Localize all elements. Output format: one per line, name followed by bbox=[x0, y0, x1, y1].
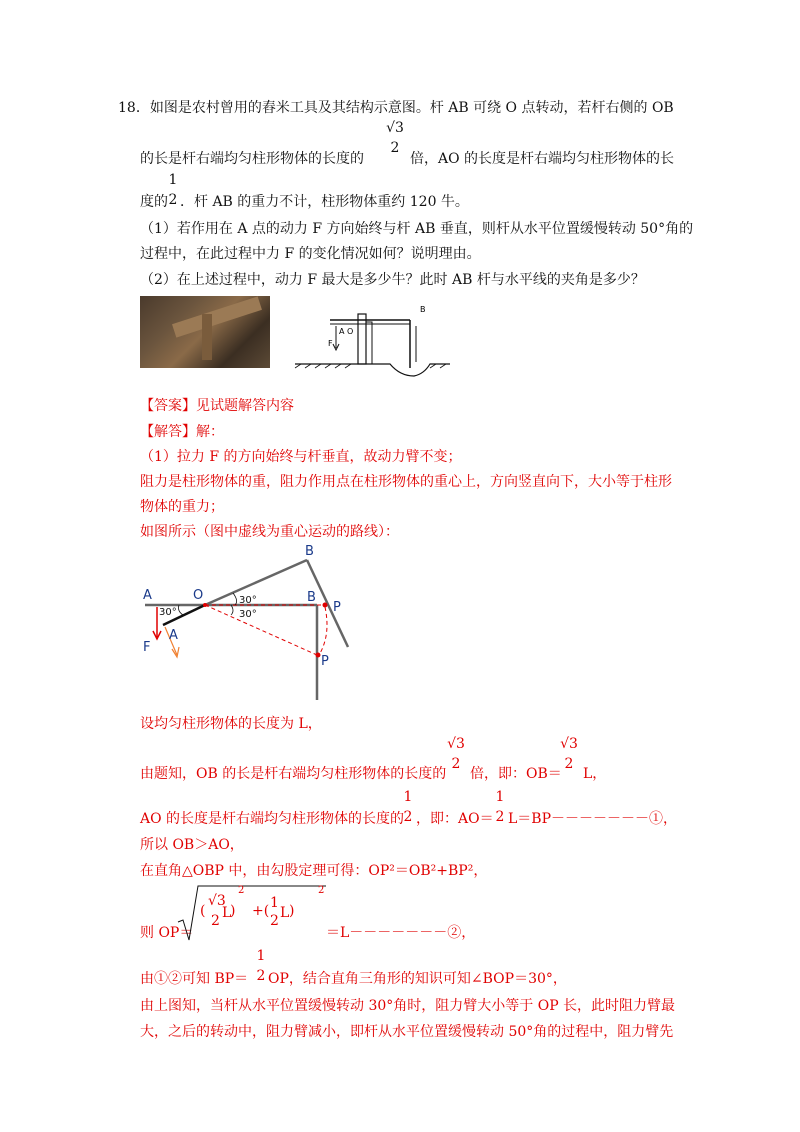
fraction-one-half bbox=[166, 173, 180, 207]
fraction-sqrt3-over-2 bbox=[381, 121, 409, 155]
solution-line-2: 阻力是柱形物体的重，阻力作用点在柱形物体的重心上，方向竖直向下，大小等于柱形 bbox=[140, 474, 672, 490]
label-A-top: A bbox=[143, 588, 152, 603]
solution-line-1: （1）拉力 F 的方向始终与杆垂直，故动力臂不变； bbox=[140, 449, 462, 465]
fraction-denominator: 2 bbox=[451, 756, 461, 772]
fraction-numerator: 1 bbox=[168, 172, 178, 188]
fraction-numerator: √3 bbox=[447, 736, 465, 752]
structure-diagram bbox=[290, 300, 470, 380]
angle-30-upper: 30° bbox=[239, 595, 257, 606]
angle-30-left: 30° bbox=[159, 607, 177, 618]
problem-line-3a: 度的 bbox=[140, 194, 168, 210]
fraction-numerator: 1 bbox=[256, 948, 266, 964]
fraction-denominator: 2 bbox=[256, 968, 266, 984]
label-B-mid: B bbox=[307, 590, 316, 605]
answer-tag: 【答案】见试题解答内容 bbox=[140, 398, 294, 414]
angle-30-lower: 30° bbox=[239, 609, 257, 620]
fraction-denominator: 2 bbox=[564, 756, 574, 772]
solution-line-6b: 倍，即：OB＝ bbox=[470, 766, 562, 782]
label-A: A bbox=[339, 327, 345, 336]
solution-line-10b: ＝L－－－－－－－②， bbox=[326, 925, 476, 941]
label-B-top: B bbox=[305, 544, 314, 559]
question-1-line-b: 过程中，在此过程中力 F 的变化情况如何？说明理由。 bbox=[140, 246, 481, 262]
fraction-one-half-c bbox=[254, 949, 268, 983]
variable-L-b: L bbox=[280, 905, 290, 921]
solution-line-9: 在直角△OBP 中，由勾股定理可得：OP²＝OB²+BP²， bbox=[140, 863, 488, 879]
fraction-denominator: 2 bbox=[403, 809, 413, 825]
solution-line-5: 设均匀柱形物体的长度为 L， bbox=[140, 716, 322, 732]
fraction-denominator: 2 bbox=[495, 809, 505, 825]
fraction-sqrt3-over-2-a bbox=[443, 737, 469, 771]
solution-diagram bbox=[135, 535, 365, 705]
sqrt3-numerator: √3 bbox=[208, 893, 226, 909]
question-1-line-a: （1）若作用在 A 点的动力 F 方向始终与杆 AB 垂直，则杆从水平位置缓慢转动 50°角的 bbox=[140, 221, 694, 237]
fraction-numerator: 1 bbox=[495, 789, 505, 805]
fraction-numerator: √3 bbox=[386, 120, 404, 136]
label-O: O bbox=[347, 327, 354, 336]
solution-line-6a: 由题知，OB 的长是杆右端均匀柱形物体的长度的 bbox=[140, 766, 447, 782]
problem-line-1: 18．如图是农村曾用的舂米工具及其结构示意图。杆 AB 可绕 O 点转动，若杆右侧的 OB bbox=[118, 100, 674, 116]
label-F: F bbox=[143, 640, 151, 655]
solution-line-12: 由上图知，当杆从水平位置缓慢转动 30°角时，阻力臂大小等于 OP 长，此时阻力臂最 bbox=[140, 998, 676, 1014]
denominator-2b: 2 bbox=[270, 913, 279, 929]
solution-line-13: 大，之后的转动中，阻力臂减小，即杆从水平位置缓慢转动 50°角的过程中，阻力臂先 bbox=[140, 1024, 674, 1040]
solution-line-10a: 则 OP＝ bbox=[140, 925, 194, 941]
problem-line-2a: 的长是杆右端均匀柱形物体的长度的 bbox=[140, 151, 364, 167]
solution-line-7a: AO 的长度是杆右端均匀柱形物体的长度的 bbox=[140, 811, 405, 827]
solution-line-4: 如图所示（图中虚线为重心运动的路线）： bbox=[140, 524, 399, 540]
label-A-low: A bbox=[169, 628, 178, 643]
solution-tag: 【解答】解： bbox=[140, 424, 224, 440]
label-B: B bbox=[420, 305, 426, 314]
problem-line-2b: 倍，AO 的长度是杆右端均匀柱形物体的长 bbox=[410, 151, 675, 167]
variable-L: L bbox=[222, 905, 232, 921]
solution-line-7c: L＝BP－－－－－－－①， bbox=[508, 811, 678, 827]
denominator-2: 2 bbox=[211, 913, 220, 929]
label-O: O bbox=[193, 588, 204, 603]
fraction-one-half-b bbox=[493, 790, 507, 824]
solution-line-7b: ，即：AO＝ bbox=[416, 811, 494, 827]
solution-line-8: 所以 OB＞AO， bbox=[140, 837, 244, 853]
fraction-denominator: 2 bbox=[168, 192, 178, 208]
question-2: （2）在上述过程中，动力 F 最大是多少牛？此时 AB 杆与水平线的夹角是多少？ bbox=[140, 272, 645, 288]
label-P-right: P bbox=[333, 600, 341, 615]
solution-line-11b: OP，结合直角三角形的知识可知∠BOP＝30°， bbox=[268, 971, 567, 987]
solution-line-6c: L， bbox=[583, 766, 607, 782]
rice-pounder-photo bbox=[140, 296, 270, 368]
label-F: F bbox=[328, 339, 333, 348]
fraction-numerator: √3 bbox=[560, 736, 578, 752]
numerator-1: 1 bbox=[270, 895, 279, 911]
problem-line-3b: ．杆 AB 的重力不计，柱形物体重约 120 牛。 bbox=[180, 194, 469, 210]
fraction-numerator: 1 bbox=[403, 789, 413, 805]
solution-line-3: 物体的重力； bbox=[140, 499, 224, 515]
fraction-denominator: 2 bbox=[390, 140, 400, 156]
solution-line-11a: 由①②可知 BP＝ bbox=[140, 971, 249, 987]
label-P-low: P bbox=[321, 654, 329, 669]
